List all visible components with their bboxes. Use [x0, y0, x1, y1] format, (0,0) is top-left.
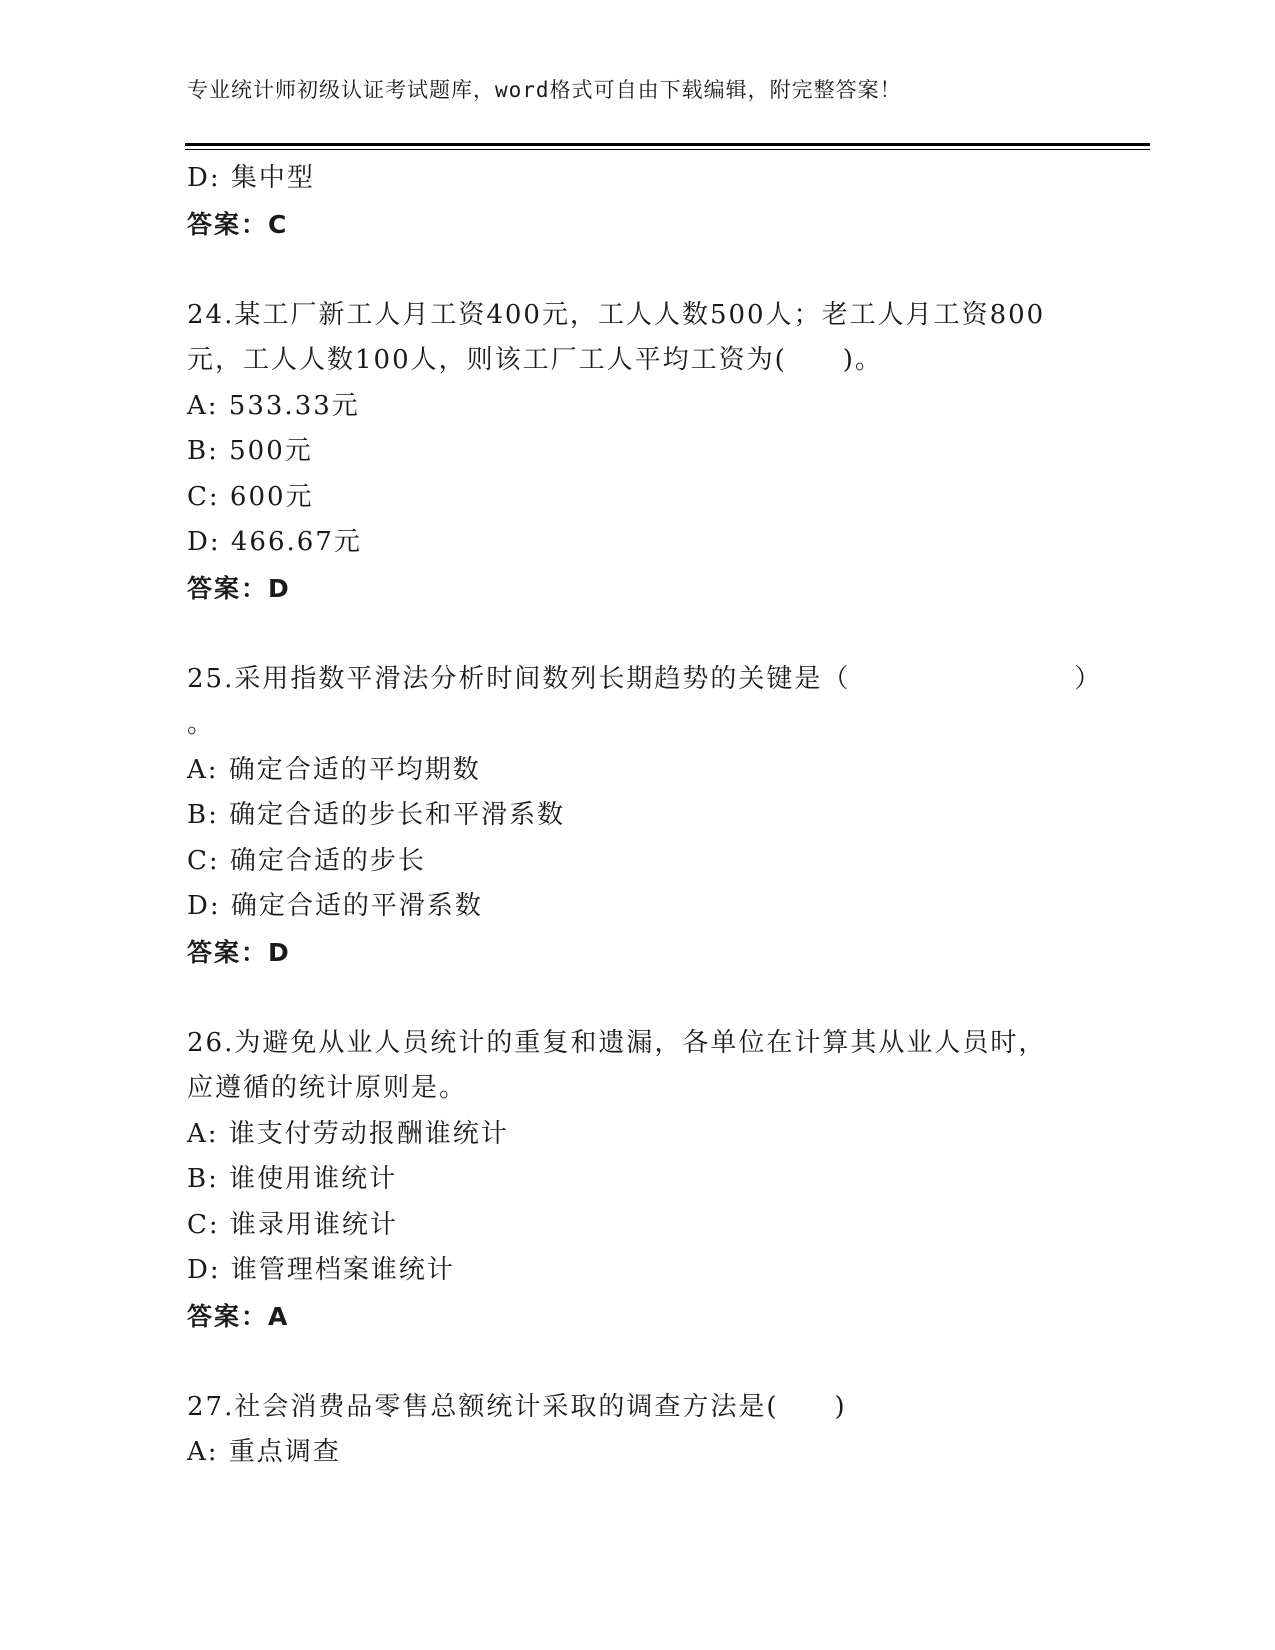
question-24-stem-line2: 元，工人人数100人，则该工厂工人平均工资为( )。: [187, 345, 883, 375]
spacer: [187, 975, 1087, 1021]
question-26-answer: 答案：A: [187, 1301, 290, 1331]
question-content: [187, 156, 1103, 1476]
spacer: [187, 247, 1087, 293]
question-24-option-c: C: 600元: [187, 481, 314, 512]
question-26-option-b: B: 谁使用谁统计: [187, 1164, 398, 1194]
question-24-option-d: D: 466.67元: [187, 527, 362, 557]
question-24: [187, 293, 1087, 612]
question-24-answer: 答案：D: [187, 573, 291, 603]
spacer: [187, 611, 1087, 657]
question-26-option-a: A: 谁支付劳动报酬谁统计: [187, 1118, 509, 1149]
question-25-answer: 答案：D: [187, 937, 291, 967]
page-header: 专业统计师初级认证考试题库，word格式可自由下载编辑，附完整答案！: [187, 78, 902, 102]
question-25-option-b: B: 确定合适的步长和平滑系数: [187, 800, 566, 830]
question-26: [187, 1021, 1087, 1340]
question-27-option-a: A: 重点调查: [187, 1437, 341, 1467]
question-25-option-d: D: 确定合适的平滑系数: [187, 891, 483, 921]
question-26-option-d: D: 谁管理档案谁统计: [187, 1255, 455, 1285]
question-25-option-c: C: 确定合适的步长: [187, 845, 426, 876]
question-25-stem-line2: 。: [187, 709, 216, 739]
question-26-stem-line1: 26.为避免从业人员统计的重复和遗漏，各单位在计算其从业人员时，: [187, 1027, 1047, 1058]
question-26-stem-line2: 应遵循的统计原则是。: [187, 1073, 468, 1103]
question-26-option-c: C: 谁录用谁统计: [187, 1209, 398, 1240]
prev-answer: 答案：C: [187, 209, 289, 239]
header-rule-thick: [185, 143, 1150, 146]
question-24-option-b: B: 500元: [187, 436, 313, 466]
prev-option-d: D: 集中型: [187, 163, 315, 193]
spacer: [187, 1339, 1087, 1385]
question-24-stem-line1: 24.某工厂新工人月工资400元，工人人数500人；老工人月工资800: [187, 299, 1046, 330]
header-rule-thin: [185, 149, 1150, 150]
question-27: [187, 1385, 1087, 1476]
question-24-option-a: A: 533.33元: [187, 390, 360, 421]
question-27-stem-line1: 27.社会消费品零售总额统计采取的调查方法是( ): [187, 1391, 847, 1422]
question-25: [187, 657, 1103, 976]
question-25-stem-line1: 25.采用指数平滑法分析时间数列长期趋势的关键是（ ）: [187, 663, 1103, 694]
question-25-option-a: A: 确定合适的平均期数: [187, 754, 481, 785]
